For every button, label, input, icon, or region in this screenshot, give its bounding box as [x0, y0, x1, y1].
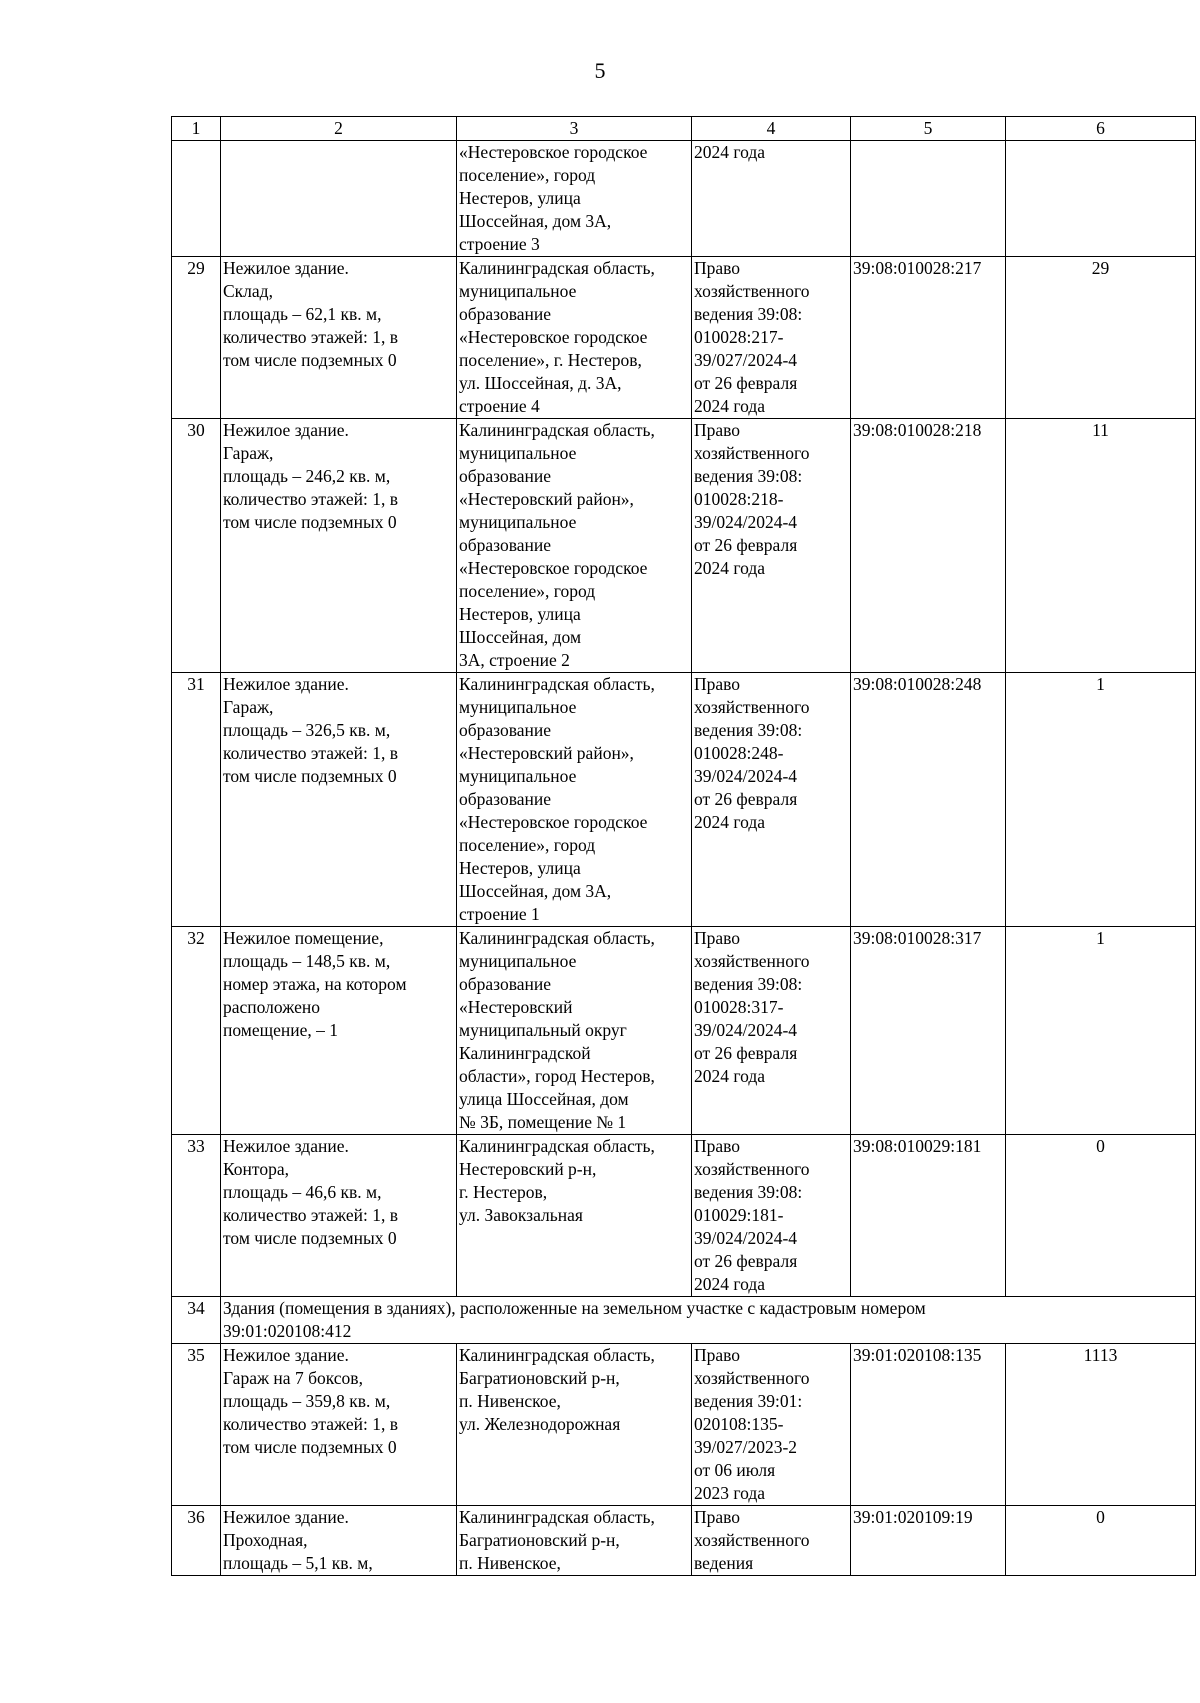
cadastral-number [851, 141, 1006, 257]
object-address: Калининградская область, муниципальное образование «Нестеровский район», муниципальное образование «Нестеровское городское поселение», город Нестеров, улица Шоссейная, дом 3А, строение 1 [457, 673, 692, 927]
object-value: 11 [1006, 419, 1196, 673]
table-row [172, 927, 1196, 1135]
object-description: Нежилое здание. Склад, площадь – 62,1 кв. м, количество этажей: 1, в том числе подземных 0 [221, 257, 457, 419]
object-address: Калининградская область, муниципальное образование «Нестеровское городское поселение», г. Нестеров, ул. Шоссейная, д. 3А, строение 4 [457, 257, 692, 419]
row-number: 36 [172, 1506, 221, 1576]
ownership-right: Право хозяйственного ведения 39:08: 010029:181- 39/024/2024-4 от 26 февраля 2024 года [692, 1135, 851, 1297]
object-address: «Нестеровское городское поселение», город Нестеров, улица Шоссейная, дом 3А, строение 3 [457, 141, 692, 257]
table-row [172, 419, 1196, 673]
object-description: Нежилое здание. Контора, площадь – 46,6 кв. м, количество этажей: 1, в том числе подземных 0 [221, 1135, 457, 1297]
row-number: 30 [172, 419, 221, 673]
ownership-right: Право хозяйственного ведения [692, 1506, 851, 1576]
object-description [221, 141, 457, 257]
property-registry-table [171, 116, 1196, 1576]
row-number: 35 [172, 1344, 221, 1506]
ownership-right: Право хозяйственного ведения 39:08: 010028:248- 39/024/2024-4 от 26 февраля 2024 года [692, 673, 851, 927]
table-row [172, 1506, 1196, 1576]
cadastral-number: 39:08:010028:217 [851, 257, 1006, 419]
table-row [172, 673, 1196, 927]
object-value: 0 [1006, 1506, 1196, 1576]
table-row [172, 1344, 1196, 1506]
object-value: 1113 [1006, 1344, 1196, 1506]
column-number-6: 6 [1006, 117, 1196, 141]
page-number: 5 [594, 58, 606, 83]
cadastral-number: 39:08:010029:181 [851, 1135, 1006, 1297]
object-description: Нежилое здание. Гараж, площадь – 246,2 кв. м, количество этажей: 1, в том числе подземных 0 [221, 419, 457, 673]
object-description: Нежилое здание. Гараж на 7 боксов, площадь – 359,8 кв. м, количество этажей: 1, в том числе подземных 0 [221, 1344, 457, 1506]
object-address: Калининградская область, муниципальное образование «Нестеровский район», муниципальное образование «Нестеровское городское поселение», город Нестеров, улица Шоссейная, дом 3А, строение 2 [457, 419, 692, 673]
object-address: Калининградская область, Багратионовский р-н, п. Нивенское, [457, 1506, 692, 1576]
table-row [172, 1135, 1196, 1297]
row-number: 34 [172, 1297, 221, 1344]
object-value: 0 [1006, 1135, 1196, 1297]
ownership-right: Право хозяйственного ведения 39:01: 020108:135- 39/027/2023-2 от 06 июля 2023 года [692, 1344, 851, 1506]
column-number-4: 4 [692, 117, 851, 141]
row-number: 31 [172, 673, 221, 927]
column-number-2: 2 [221, 117, 457, 141]
object-description: Нежилое помещение, площадь – 148,5 кв. м, номер этажа, на котором расположено помещение, – 1 [221, 927, 457, 1135]
row-number: 33 [172, 1135, 221, 1297]
row-number: 32 [172, 927, 221, 1135]
object-address: Калининградская область, Нестеровский р-н, г. Нестеров, ул. Завокзальная [457, 1135, 692, 1297]
table-row [172, 257, 1196, 419]
object-description: Нежилое здание. Гараж, площадь – 326,5 кв. м, количество этажей: 1, в том числе подземных 0 [221, 673, 457, 927]
column-number-1: 1 [172, 117, 221, 141]
object-address: Калининградская область, Багратионовский р-н, п. Нивенское, ул. Железнодорожная [457, 1344, 692, 1506]
object-description: Нежилое здание. Проходная, площадь – 5,1 кв. м, [221, 1506, 457, 1576]
object-value: 1 [1006, 927, 1196, 1135]
object-value: 1 [1006, 673, 1196, 927]
cadastral-number: 39:08:010028:248 [851, 673, 1006, 927]
table-header-row [172, 117, 1196, 141]
object-value [1006, 141, 1196, 257]
cadastral-number: 39:08:010028:317 [851, 927, 1006, 1135]
ownership-right: 2024 года [692, 141, 851, 257]
cadastral-number: 39:01:020109:19 [851, 1506, 1006, 1576]
column-number-5: 5 [851, 117, 1006, 141]
ownership-right: Право хозяйственного ведения 39:08: 010028:217- 39/027/2024-4 от 26 февраля 2024 года [692, 257, 851, 419]
ownership-right: Право хозяйственного ведения 39:08: 010028:317- 39/024/2024-4 от 26 февраля 2024 года [692, 927, 851, 1135]
row-number: 29 [172, 257, 221, 419]
table-row [172, 141, 1196, 257]
ownership-right: Право хозяйственного ведения 39:08: 010028:218- 39/024/2024-4 от 26 февраля 2024 года [692, 419, 851, 673]
section-row [172, 1297, 1196, 1344]
row-number [172, 141, 221, 257]
cadastral-number: 39:01:020108:135 [851, 1344, 1006, 1506]
cadastral-number: 39:08:010028:218 [851, 419, 1006, 673]
column-number-3: 3 [457, 117, 692, 141]
object-value: 29 [1006, 257, 1196, 419]
section-title: Здания (помещения в зданиях), расположенные на земельном участке с кадастровым номером 39:01:020108:412 [221, 1297, 1196, 1344]
object-address: Калининградская область, муниципальное образование «Нестеровский муниципальный округ Калининградской области», город Нестеров, улица Шоссейная, дом № 3Б, помещение № 1 [457, 927, 692, 1135]
